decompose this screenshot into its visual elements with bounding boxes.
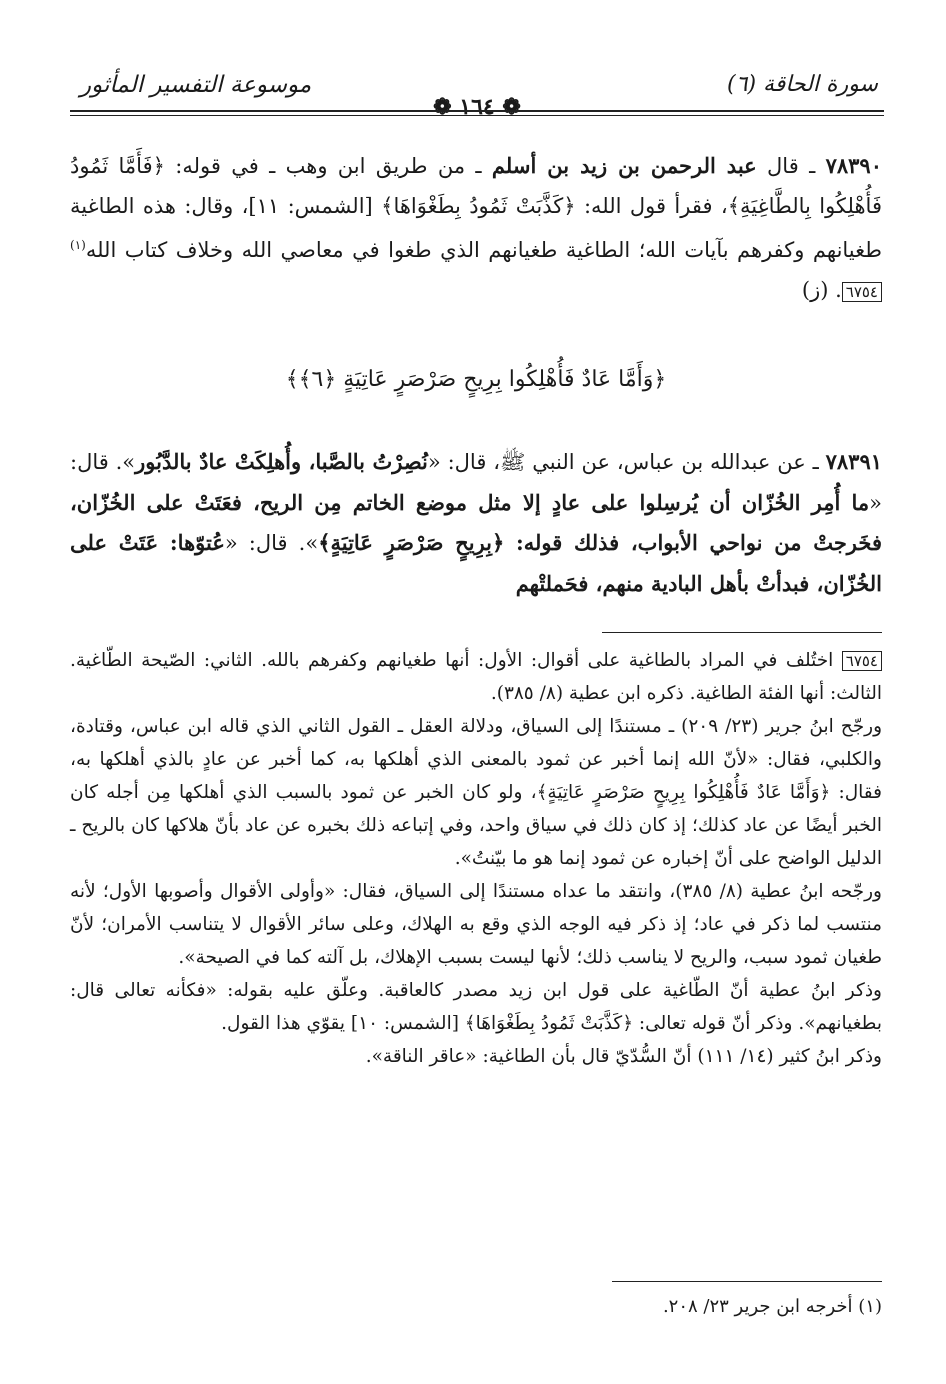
hadith-text: نُصِرْتُ بالصَّبا، وأُهلِكَتْ عادٌ بالدَّبُور — [135, 449, 428, 474]
entry-connector: ». قال: « — [70, 450, 882, 515]
entry-tail: . (ز) — [801, 277, 842, 302]
footnote-ref[interactable]: (١) — [70, 238, 86, 252]
hadith-text: عُتوّها: عَتَتْ على الخُزّان، فبدأتْ بأهل البادية منهم، فحَملتْهم — [70, 530, 882, 596]
quran-verse: ﴿وَأَمَّا عَادٌ فَأُهْلِكُوا بِرِيحٍ صَرْصَرٍ عَاتِيَةٍ ﴿٦﴾﴾ — [285, 367, 667, 392]
entry-78390 — [70, 146, 882, 310]
page-number: ❁ ١٦٤ ❁ — [433, 94, 521, 120]
narrator-name: عبد الرحمن بن زيد بن أسلم — [491, 153, 757, 178]
commentary-paragraph: ورجّح ابنُ جرير (٢٣/ ٢٠٩) ـ مستندًا إلى السياق، ودلالة العقل ـ القول الثاني الذي قاله ابن عباس، وقتادة، والكلبي، فقال: «لأنّ الله إنما أخبر عن ثمود بالمعنى الذي أهلكها به، كما أخبر عن عادٍ بالذي أهلكها به، فقال: ﴿وَأَمَّا عَادٌ فَأُهْلِكُوا بِرِيحٍ صَرْصَرٍ عَاتِيَةٍ﴾، ولو كان الخبر عن ثمود بالسبب الذي أهلكها مِن أجله كان الخبر أيضًا عن عاد كذلك؛ إذ كان ذلك في سياق واحد، وفي إتباعه ذلك بخبره عن عاد بأنّ هلاكها كان بالريح ـ الدليل الواضح على أنّ إخباره عن ثمود إنما هو ما بيّنتُ». — [70, 716, 882, 869]
entry-intro: ـ قال — [756, 154, 826, 178]
commentary-ref-box[interactable]: ٦٧٥٤ — [842, 651, 882, 671]
footnote-divider — [602, 632, 882, 633]
book-title: موسوعة التفسير المأثور — [80, 72, 312, 98]
page-number-value: ١٦٤ — [459, 94, 495, 120]
entry-number: ٧٨٣٩٠ — [825, 153, 882, 178]
entry-number: ٧٨٣٩١ — [825, 449, 883, 474]
entry-intro: ـ عن عبدالله بن عباس، عن النبي ﷺ، قال: « — [427, 450, 826, 474]
entry-connector: ». قال: « — [224, 531, 319, 555]
commentary-section — [70, 644, 882, 1073]
footnote-divider — [612, 1281, 882, 1282]
commentary-ref-box[interactable]: ٦٧٥٤ — [842, 282, 882, 302]
hadith-text: ما أُمِر الخُزّان أن يُرسِلوا على عادٍ إلا مثل موضع الخاتم مِن الريح، فعَتَتْ على الخُزّان، فخَرجتْ من نواحي الأبواب، فذلك قوله: ﴿بِرِيحٍ صَرْصَرٍ عَاتِيَةٍ﴾ — [70, 489, 882, 555]
commentary-paragraph: ورجّحه ابنُ عطية (٨/ ٣٨٥)، وانتقد ما عداه مستندًا إلى السياق، فقال: «وأولى الأقوال وأصوبها الأول؛ لأنه منتسب لما ذكر في عاد؛ إذ ذكر فيه الوجه الذي وقع به الهلاك، وعلى سائر الأقوال لا يتناسب الأمران؛ لأنّ طغيان ثمود سبب، والريح لا يناسب ذلك؛ لأنها ليست بسبب الإهلاك، بل آلته كما في الصيحة». — [70, 881, 882, 968]
header-rule — [70, 110, 884, 112]
surah-title: سورة الحاقة (٦) — [727, 72, 878, 97]
header-rule-thin — [70, 115, 884, 116]
commentary-paragraph: وذكر ابنُ كثير (١٤/ ١١١) أنّ السُّدّيّ قال بأن الطاغية: «عاقر الناقة». — [365, 1046, 882, 1067]
entry-text: ـ من طريق ابن وهب ـ في قوله: ﴿فَأَمَّا ثَمُودُ فَأُهْلِكُوا بِالطَّاغِيَةِ﴾، فقرأ قول الله: ﴿كَذَّبَتْ ثَمُودُ بِطَغْوَاهَا﴾ [الشمس: ١١]، وقال: هذه الطاغية طغيانهم وكفرهم بآيات الله؛ الطاغية طغيانهم الذي طغوا في معاصي الله وخلاف كتاب الله — [70, 154, 882, 262]
page-header — [70, 58, 884, 122]
commentary-paragraph — [70, 644, 882, 710]
commentary-text: اختُلف في المراد بالطاغية على أقوال: الأول: أنها طغيانهم وكفرهم بالله. الثاني: الصّيحة الطّاغية. الثالث: أنها الفئة الطاغية. ذكره ابن عطية (٨/ ٣٨٥). — [70, 650, 882, 704]
entry-78391 — [70, 442, 882, 604]
commentary-paragraph: وذكر ابنُ عطية أنّ الطّاغية على قول ابن زيد مصدر كالعاقبة. وعلّق عليه بقوله: «فكأنه تعالى قال: بطغيانهم». وذكر أنّ قوله تعالى: ﴿كَذَّبَتْ ثَمُودُ بِطَغْوَاهَا﴾ [الشمس: ١٠] يقوّي هذا القول. — [70, 980, 882, 1034]
footnote: (١) أخرجه ابن جرير ٢٣/ ٢٠٨. — [662, 1296, 882, 1317]
